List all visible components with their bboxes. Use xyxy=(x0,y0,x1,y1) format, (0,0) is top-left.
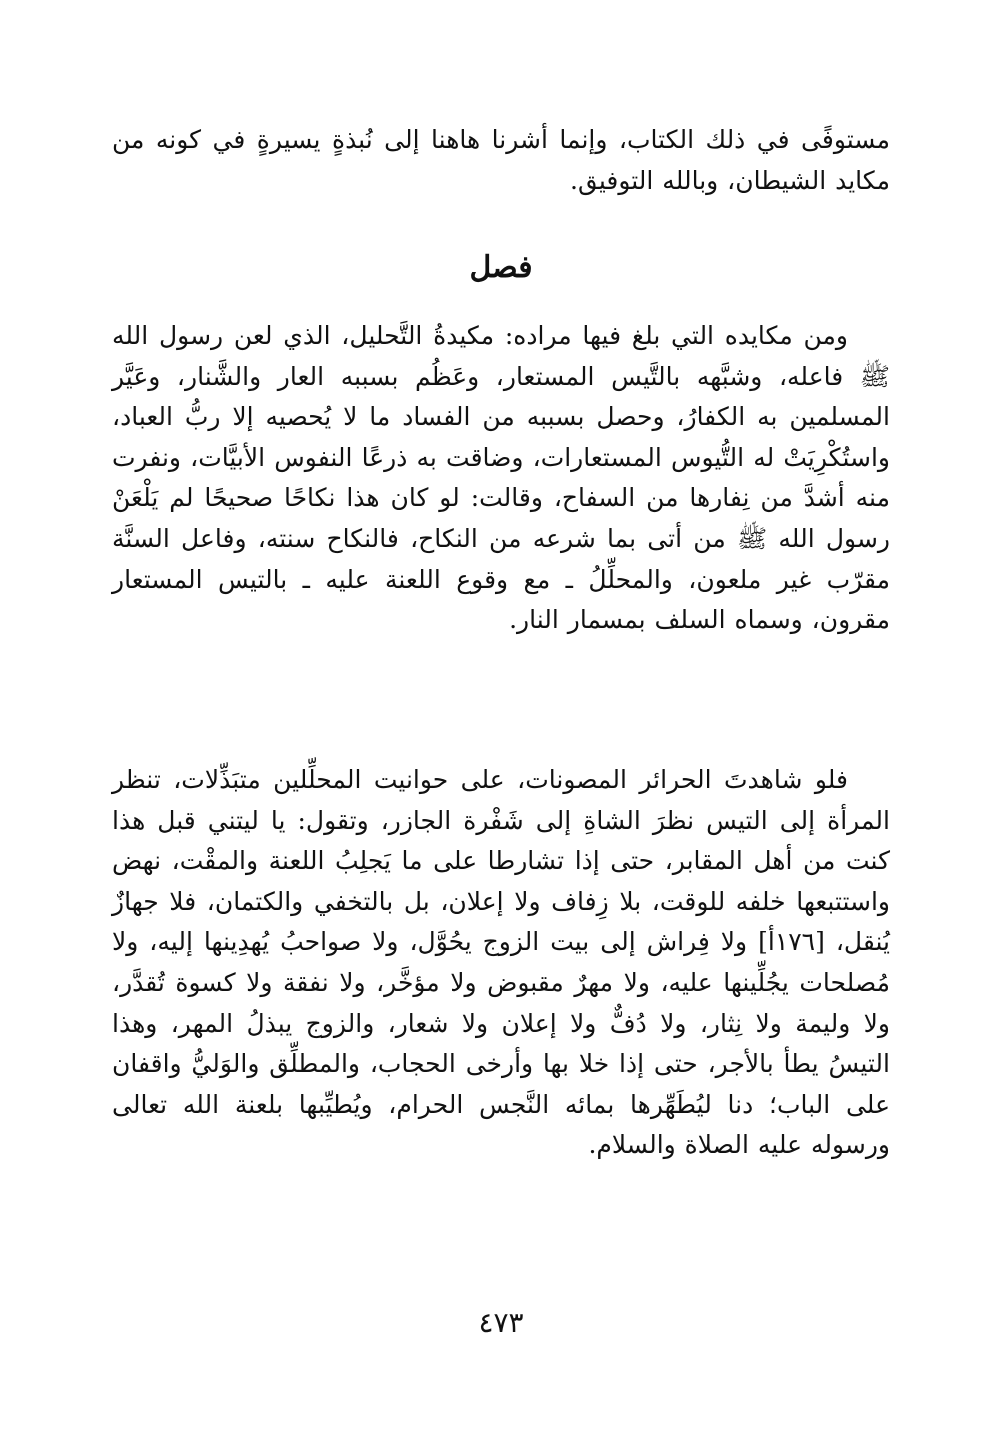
paragraph-1 xyxy=(112,316,890,641)
lead-paragraph xyxy=(112,120,890,201)
paragraph-1-text: ومن مكايده التي بلغ فيها مراده: مكيدةُ التَّحليل، الذي لعن رسول الله ﷺ فاعله، وشبَّهه بالتَّيس المستعار، وعَظُم بسببه العار والشَّنار، وعَيَّر المسلمين به الكفارُ، وحصل بسببه من الفساد ما لا يُحصيه إلا ربُّ العباد، واستُكْرِيَتْ له التُّيوس المستعارات، وضاقت به ذرعًا النفوس الأبيَّات، ونفرت منه أشدَّ من نِفارها من السفاح، وقالت: لو كان هذا نكاحًا صحيحًا لم يَلْعَنْ رسول الله ﷺ من أتى بما شرعه من النكاح، فالنكاح سنته، وفاعل السنَّة مقرّب غير ملعون، والمحلِّلُ ـ مع وقوع اللعنة عليه ـ بالتيس المستعار مقرون، وسماه السلف بمسمار النار. xyxy=(112,321,890,635)
section-heading: فصل xyxy=(469,250,533,285)
paragraph-2-text: فلو شاهدتَ الحرائر المصونات، على حوانيت المحلِّلين متبَذِّلات، تنظر المرأة إلى التيس نظرَ الشاةِ إلى شَفْرة الجازر، وتقول: يا ليتني قبل هذا كنت من أهل المقابر، حتى إذا تشارطا على ما يَجلِبُ اللعنة والمقْت، نهض واستتبعها خلفه للوقت، بلا زِفاف ولا إعلان، بل بالتخفي والكتمان، فلا جهازٌ يُنقل، [١٧٦أ] ولا فِراش إلى بيت الزوج يحُوَّل، ولا صواحبُ يُهدِينها إليه، ولا مُصلحات يجُلِّينها عليه، ولا مهرٌ مقبوض ولا مؤخَّر، ولا نفقة ولا كسوة تُقدَّر، ولا وليمة ولا نِثار، ولا دُفٌّ ولا إعلان ولا شعار، والزوج يبذلُ المهر، وهذا التيسُ يطأ بالأجر، حتى إذا خلا بها وأرخى الحجاب، والمطلِّق والوَليُّ واقفان على الباب؛ دنا ليُطَهِّرها بمائه النَّجس الحرام، ويُطيِّبها بلعنة الله تعالى ورسوله عليه الصلاة والسلام. xyxy=(112,765,890,1160)
page-number: ٤٧٣ xyxy=(478,1306,524,1339)
lead-text: مستوفًى في ذلك الكتاب، وإنما أشرنا هاهنا إلى نُبذةٍ يسيرةٍ في كونه من مكايد الشيطان، وبالله التوفيق. xyxy=(112,125,890,195)
paragraph-2 xyxy=(112,760,890,1166)
